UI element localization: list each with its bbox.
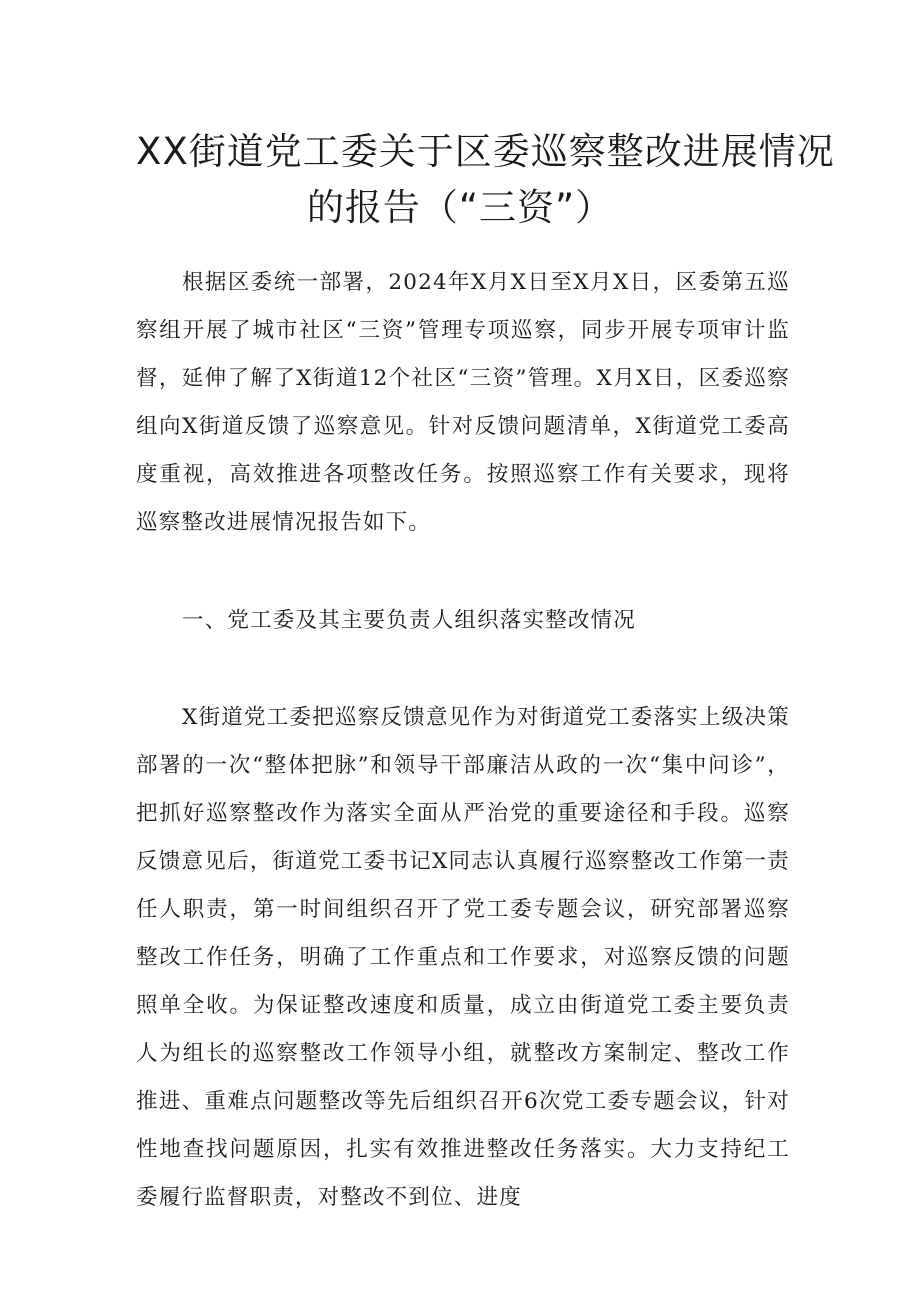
section-heading-1: 一、党工委及其主要负责人组织落实整改情况	[182, 608, 637, 633]
document-title-line-1: XX街道党工委关于区委巡察整改进展情况	[136, 130, 835, 173]
document-title-line-2: 的报告（“三资”）	[306, 186, 614, 229]
section-1-paragraph: X街道党工委把巡察反馈意见作为对街道党工委落实上级决策部署的一次“整体把脉”和领导干部廉洁从政的一次“集中问诊”，把抓好巡察整改作为落实全面从严治党的重要途径和手段。巡察反馈意见后，街道党工委书记X同志认真履行巡察整改工作第一责任人职责，第一时间组织召开了党工委专题会议，研究部署巡察整改工作任务，明确了工作重点和工作要求，对巡察反馈的问题照单全收。为保证整改速度和质量，成立由街道党工委主要负责人为组长的巡察整改工作领导小组，就整改方案制定、整改工作推进、重难点问题整改等先后组织召开6次党工委专题会议，针对性地查找问题原因，扎实有效推进整改任务落实。大力支持纪工委履行监督职责，对整改不到位、进度	[136, 705, 790, 1210]
intro-paragraph: 根据区委统一部署，2024年X月X日至X月X日，区委第五巡察组开展了城市社区“三资”管理专项巡察，同步开展专项审计监督，延伸了解了X街道12个社区“三资”管理。X月X日，区委巡察组向X街道反馈了巡察意见。针对反馈问题清单，X街道党工委高度重视，高效推进各项整改任务。按照巡察工作有关要求，现将巡察整改进展情况报告如下。	[136, 270, 790, 535]
